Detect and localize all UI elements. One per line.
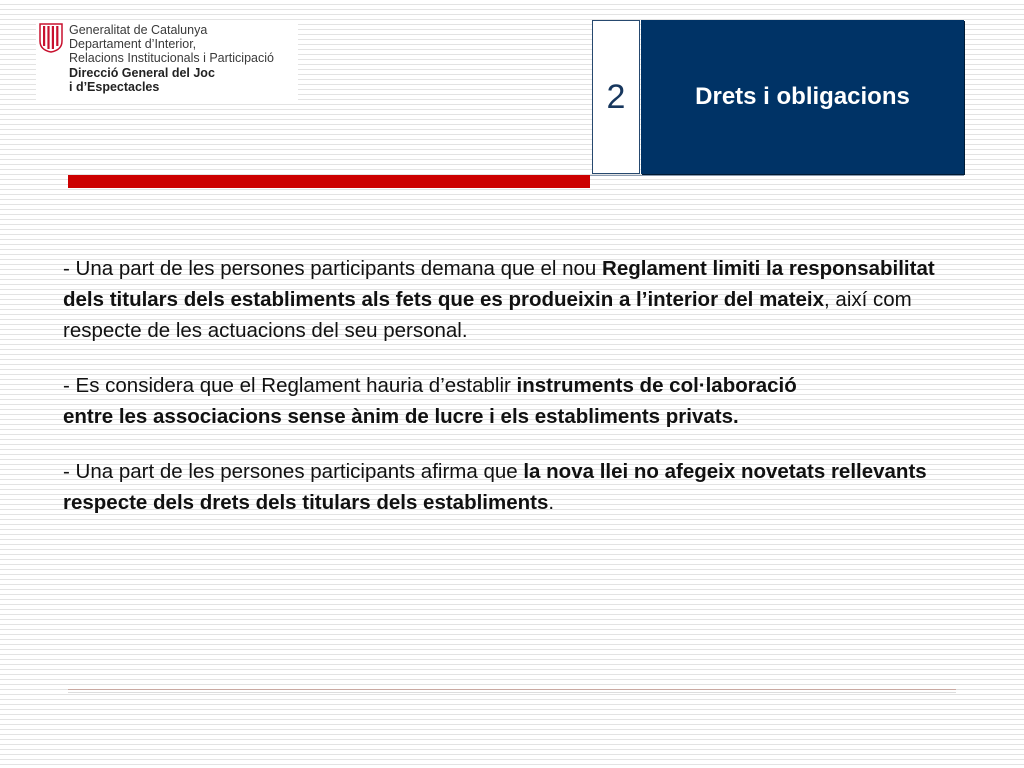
section-title: Drets i obligacions: [641, 20, 964, 174]
paragraph-2-run-1: - Es considera que el Reglament hauria d’establir: [63, 374, 517, 397]
paragraph-3: [63, 456, 968, 518]
body-text: [63, 253, 968, 542]
paragraph-1-run-2: Reglament limiti la responsabilitat dels titulars dels establiments als fets que es produeixin a l’interior del mateix: [63, 257, 935, 311]
paragraph-2-run-2: instruments de col·laboració entre les associacions sense ànim de lucre i els establiments privats.: [63, 374, 797, 428]
paragraph-3-run-3: .: [548, 491, 555, 514]
logo-line-espectacles: i d’Espectacles: [69, 79, 160, 94]
paragraph-3-run-2: la nova llei no afegeix novetats rellevants respecte dels drets dels titulars dels establiments: [63, 460, 927, 514]
logo-text: [69, 23, 274, 94]
logo-line-direccio: Direcció General del Joc: [69, 65, 215, 80]
logo-line-generalitat: Generalitat de Catalunya: [69, 23, 208, 37]
footer-divider: [68, 689, 956, 690]
logo-line-relacions: Relacions Institucionals i Participació: [69, 51, 274, 66]
accent-bar: [68, 175, 590, 188]
logo-line-departament: Departament d’Interior,: [69, 37, 197, 52]
header-divider: [590, 175, 964, 176]
catalan-coat-of-arms-icon: [39, 23, 63, 53]
paragraph-1-run-1: - Una part de les persones participants demana que el nou: [63, 257, 603, 280]
generalitat-logo: [36, 20, 298, 102]
section-number: 2: [592, 20, 640, 174]
paragraph-3-run-1: - Una part de les persones participants afirma que: [63, 460, 524, 483]
paragraph-1-run-3: , així com respecte de les actuacions del seu personal.: [63, 288, 912, 342]
footer-divider-secondary: [68, 692, 956, 693]
paragraph-1: [63, 253, 968, 346]
paragraph-2: [63, 370, 833, 432]
